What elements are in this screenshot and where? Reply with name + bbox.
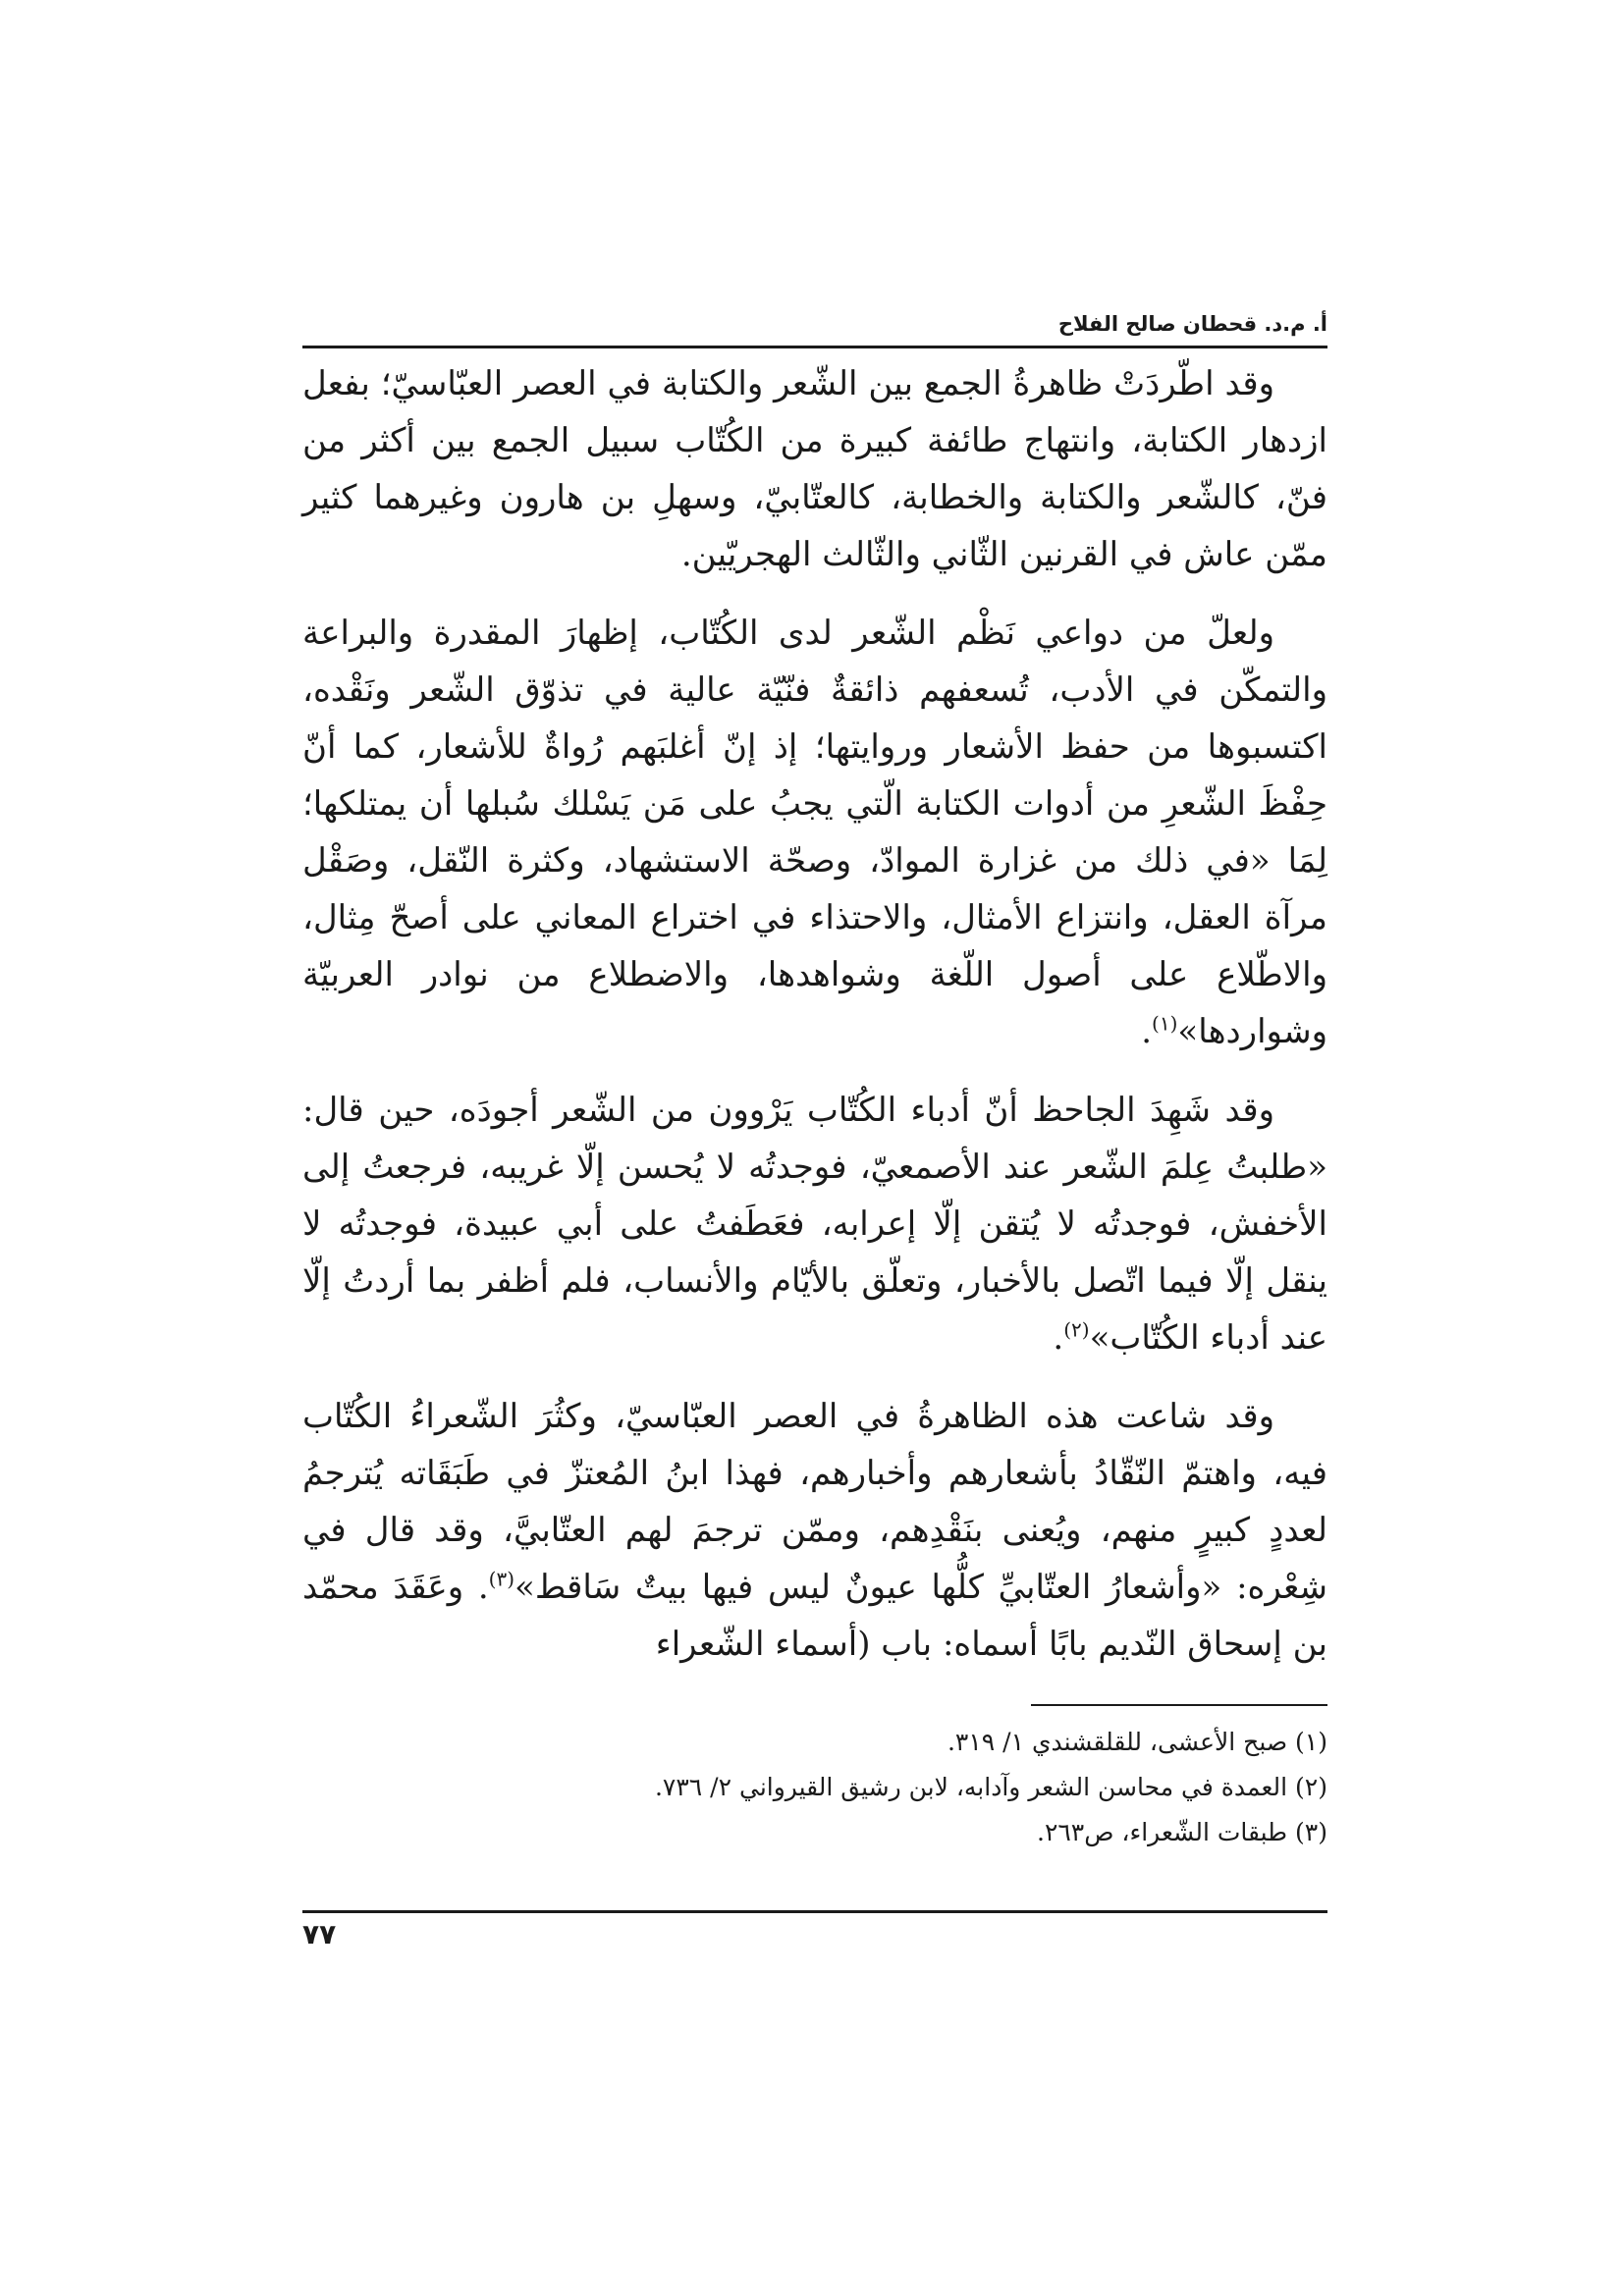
- paragraph-4-text: وقد شاعت هذه الظاهرةُ في العصر العبّاسيّ، وكثُرَ الشّعراءُ الكُتّاب فيه، واهتمّ النّقّادُ بأشعارهم وأخبارهم، فهذا ابنُ المُعتزّ في طَبَقَاته يُترجمُ لعددٍ كبيرٍ منهم، ويُعنى بنَقْدِهم، وممّن ترجمَ لهم العتّابيَّ، وقد قال في شِعْره: «وأشعارُ العتّابيِّ كلُّها عيونٌ ليس فيها بيتٌ سَاقط»: [302, 1397, 1327, 1607]
- header-rule: [302, 346, 1327, 348]
- paragraph-4: [302, 1388, 1327, 1673]
- footnote-3: (٣) طبقات الشّعراء، ص٢٦٣.: [1036, 1818, 1327, 1846]
- main-text: [302, 355, 1327, 1694]
- footnote-ref-2[interactable]: (٢): [1063, 1317, 1090, 1342]
- footnote-ref-1[interactable]: (١): [1152, 1011, 1178, 1036]
- footnote-separator: [1031, 1704, 1327, 1706]
- paragraph-1: [302, 355, 1327, 583]
- paragraph-3: وقد شَهِدَ الجاحظ أنّ أدباء الكُتّاب يَرْوون من الشّعر أجودَه، حين قال: «طلبتُ عِلمَ الشّعر عند الأصمعيّ، فوجدتُه لا يُحسن إلّا غريبه، فرجعتُ إلى الأخفش، فوجدتُه لا يُتقن إلّا إعرابه، فعَطَفتُ على أبي عبيدة، فوجدتُه لا ينقل إلّا فيما اتّصل بالأخبار، وتعلّق بالأيّام والأنساب، فلم أظفر بما أردتُ إلّا عند أدباء الكُتّاب»$^{(٢)}$.: [302, 1091, 1327, 1358]
- paragraph-2: ولعلّ من دواعي نَظْم الشّعر لدى الكُتّاب، إظهارَ المقدرة والبراعة والتمكّن في الأدب، تُسعفهم ذائقةٌ فنّيّة عالية في تذوّق الشّعر ونَقْده، اكتسبوها من حفظ الأشعار وروايتها؛ إذ إنّ أغلبَهم رُواةٌ للأشعار، كما أنّ حِفْظَ الشّعرِ من أدوات الكتابة الّتي يجبُ على مَن يَسْلك سُبلها أن يمتلكها؛ لِمَا «في ذلك من غزارة الموادّ، وصحّة الاستشهاد، وكثرة النّقل، وصَقْل مرآة العقل، وانتزاع الأمثال، والاحتذاء في اختراع المعاني على أصحّ مِثال، والاطّلاع على أصول اللّغة وشواهدها، والاضطلاع من نوادر العربيّة وشواردها»$^{(١)}$.: [302, 614, 1327, 1051]
- page-number: ٧٧: [302, 1918, 337, 1950]
- running-head: أ. م.د. قحطان صالح الفلاح: [1057, 312, 1327, 336]
- footnote-1: (١) صبح الأعشى، للقلقشندي ١/ ٣١٩.: [947, 1728, 1327, 1756]
- footer-rule: [302, 1910, 1327, 1913]
- paragraph-3-text: وقد شَهِدَ الجاحظ أنّ أدباء الكُتّاب يَرْوون من الشّعر أجودَه، حين قال: «طلبتُ عِلمَ الشّعر عند الأصمعيّ، فوجدتُه لا يُحسن إلّا غريبه، فرجعتُ إلى الأخفش، فوجدتُه لا يُتقن إلّا إعرابه، فعَطَفتُ على أبي عبيدة، فوجدتُه لا ينقل إلّا فيما اتّصل بالأخبار، وتعلّق بالأيّام والأنساب، فلم أظفر بما أردتُ إلّا عند أدباء الكُتّاب»: [302, 1091, 1327, 1358]
- footnote-ref-3[interactable]: (٣): [488, 1567, 515, 1591]
- footnote-2: (٢) العمدة في محاسن الشعر وآدابه، لابن رشيق القيرواني ٢/ ٧٣٦.: [654, 1773, 1327, 1801]
- paragraph-1-text: وقد اطّردَتْ ظاهرةُ الجمع بين الشّعر والكتابة في العصر العبّاسيّ؛ بفعل ازدهار الكتابة، وانتهاج طائفة كبيرة من الكُتّاب سبيل الجمع بين أكثر من فنّ، كالشّعر والكتابة والخطابة، كالعتّابيّ، وسهلِ بن هارون وغيرهما كثير ممّن عاش في القرنين الثّاني والثّالث الهجريّين.: [302, 364, 1327, 574]
- paragraph-4-tail: . وعَقَدَ محمّد بن إسحاق النّديم بابًا أسماه: باب (أسماء الشّعراء: [302, 1568, 1327, 1664]
- paragraph-2-text: ولعلّ من دواعي نَظْم الشّعر لدى الكُتّاب، إظهارَ المقدرة والبراعة والتمكّن في الأدب، تُسعفهم ذائقةٌ فنّيّة عالية في تذوّق الشّعر ونَقْده، اكتسبوها من حفظ الأشعار وروايتها؛ إذ إنّ أغلبَهم رُواةٌ للأشعار، كما أنّ حِفْظَ الشّعرِ من أدوات الكتابة الّتي يجبُ على مَن يَسْلك سُبلها أن يمتلكها؛ لِمَا «في ذلك من غزارة الموادّ، وصحّة الاستشهاد، وكثرة النّقل، وصَقْل مرآة العقل، وانتزاع الأمثال، والاحتذاء في اختراع المعاني على أصحّ مِثال، والاطّلاع على أصول اللّغة وشواهدها، والاضطلاع من نوادر العربيّة وشواردها»: [302, 614, 1327, 1051]
- footnotes: [302, 1720, 1327, 1855]
